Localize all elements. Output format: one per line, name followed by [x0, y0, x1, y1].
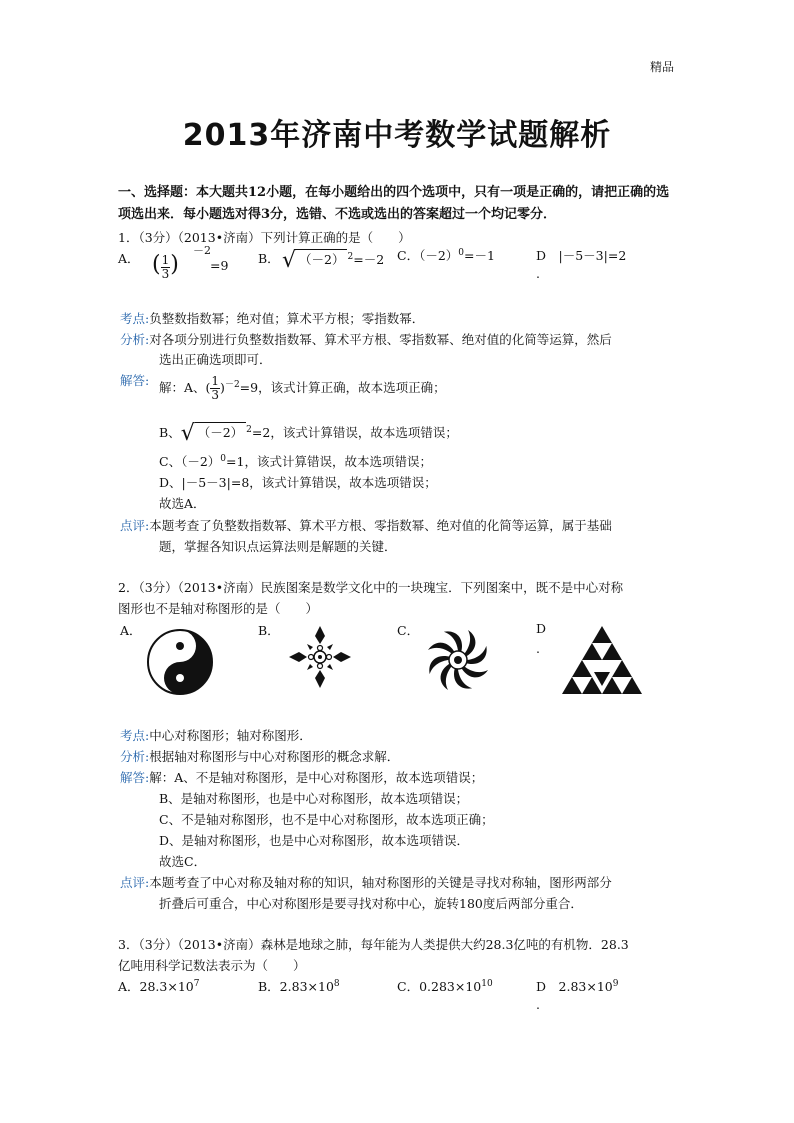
q1-b-tail: =－2 — [353, 252, 385, 267]
q2-jieda-end: 故选C． — [159, 854, 207, 869]
q1-fenxi-label: 分析: — [120, 332, 150, 347]
q2-kaodian-label: 考点: — [120, 728, 150, 743]
q3-option-d — [536, 977, 618, 995]
q1-jieda-end: 故选A． — [159, 496, 206, 511]
q1-jieda-c-tail: =1，该式计算错误，故本选项错误； — [226, 454, 432, 469]
q1-jieda-b-exp: 2 — [246, 424, 252, 435]
q2-fenxi — [120, 747, 399, 765]
q2-option-b-label: B． — [258, 623, 280, 638]
q2-dianping — [120, 873, 612, 891]
q1-option-a-expr: ( $\frac{1}{3}$ ) — [152, 252, 179, 281]
q3-stem-1: 3．（3分）（2013•济南）森林是地球之肺，每年能为人类提供大约28.3亿吨的有机物．28.3 — [118, 937, 629, 952]
q1-jieda-label: 解答: — [120, 373, 150, 388]
q1-jieda-a-num: 1 — [211, 374, 220, 388]
q3-option-a-text: A．28.3×10 — [118, 979, 194, 994]
q1-jieda-b: B、√ （－2） $^2$=2，该式计算错误，故本选项错误； — [159, 421, 458, 446]
triangle-pattern-figure — [560, 624, 644, 696]
q2-fenxi-label: 分析: — [120, 749, 150, 764]
q3-option-d-exp: 9 — [612, 978, 619, 989]
q1-option-b-label: B． — [258, 251, 280, 266]
q1-option-d-dot: . — [536, 266, 540, 281]
q1-jieda-c — [159, 452, 432, 470]
q1-kaodian-text: 负整数指数幂；绝对值；算术平方根；零指数幂． — [149, 311, 425, 326]
q1-option-b-expr: √ （－2） $^2$=－2 — [282, 248, 385, 273]
q2-jieda-text-3: C、不是轴对称图形，也不是中心对称图形，故本选项正确； — [159, 812, 494, 827]
q1-c-tail: =－1 — [464, 248, 495, 263]
q1-option-c — [397, 246, 495, 264]
cross-ornament-figure — [285, 622, 355, 692]
q1-c-exponent: 0 — [458, 247, 465, 258]
swirl-flower-figure — [422, 624, 494, 696]
q1-kaodian-label: 考点: — [120, 311, 150, 326]
q2-stem-1: 2．（3分）（2013•济南）民族图案是数学文化中的一块瑰宝．下列图案中，既不是中心对称 — [118, 580, 624, 595]
q1-dianping — [120, 516, 612, 534]
q3-option-a-exp: 7 — [193, 978, 200, 989]
q1-dianping-label: 点评: — [120, 518, 150, 533]
q3-option-b — [258, 977, 340, 995]
q1-jieda-a-exp: －2 — [224, 379, 240, 390]
q1-jieda-a-pre: 解：A、( — [159, 380, 211, 395]
q2-option-c-label: C． — [397, 623, 420, 638]
q1-dianping-text-1: 本题考查了负整数指数幂、算术平方根、零指数幂、绝对值的化简等运算，属于基础 — [149, 518, 612, 533]
q3-stem-2: 亿吨用科学记数法表示为（ ） — [118, 958, 306, 973]
q1-a-tail: =9 — [210, 258, 229, 273]
q2-kaodian-text: 中心对称图形；轴对称图形． — [149, 728, 312, 743]
q1-c-label: C．（－2） — [397, 248, 459, 263]
q3-option-c-exp: 10 — [481, 978, 493, 989]
q3-option-b-exp: 8 — [333, 978, 340, 989]
q2-jieda-text-1: 解：A、不是轴对称图形，是中心对称图形，故本选项错误； — [149, 770, 484, 785]
q1-stem: 1．（3分）（2013•济南）下列计算正确的是（ ） — [118, 230, 411, 245]
q1-b-radicand: （－2） — [296, 249, 347, 268]
q1-jieda-b-pre: B、 — [159, 425, 181, 440]
q2-jieda — [120, 768, 483, 786]
page-title: 2013年济南中考数学试题解析 — [182, 118, 612, 153]
q1-kaodian — [120, 309, 424, 327]
q2-jieda-text-4: D、是轴对称图形，也是中心对称图形，故本选项错误． — [159, 833, 470, 848]
q1-a-denominator: 3 — [161, 267, 170, 281]
q3-option-d-dot: . — [536, 997, 540, 1012]
yin-yang-figure — [145, 627, 215, 697]
q3-option-a — [118, 977, 199, 995]
q2-dianping-label: 点评: — [120, 875, 150, 890]
q1-jieda-b-rad: （－2） — [195, 422, 246, 441]
q3-option-c-text: C．0.283×10 — [397, 979, 482, 994]
q1-jieda-b-tail: =2，该式计算错误，故本选项错误； — [251, 425, 458, 440]
q3-option-c — [397, 977, 493, 995]
q1-fenxi — [120, 330, 612, 348]
q2-option-d-dot: . — [536, 641, 540, 656]
q1-a-exponent: －2 — [193, 244, 211, 257]
q1-dianping-text-2: 题，掌握各知识点运算法则是解题的关键． — [159, 539, 397, 554]
q3-option-b-text: B．2.83×10 — [258, 979, 334, 994]
q1-jieda-a-den: 3 — [211, 388, 220, 402]
q1-jieda-c-pre: C、（－2） — [159, 454, 221, 469]
q1-jieda-c-exp: 0 — [220, 453, 227, 464]
q2-stem-2: 图形也不是轴对称图形的是（ ） — [118, 601, 319, 616]
q1-fenxi-text-1: 对各项分别进行负整数指数幂、算术平方根、零指数幂、绝对值的化简等运算，然后 — [149, 332, 612, 347]
q1-jieda-a-tail: =9，该式计算正确，故本选项正确； — [239, 380, 446, 395]
q2-option-d-label: D — [536, 621, 547, 636]
q1-fenxi-text-2: 选出正确选项即可． — [159, 352, 272, 367]
q2-jieda-text-2: B、是轴对称图形，也是中心对称图形，故本选项错误； — [159, 791, 469, 806]
q2-dianping-text-2: 折叠后可重合，中心对称图形是要寻找对称中心，旋转180度后两部分重合． — [159, 896, 583, 911]
q2-kaodian — [120, 726, 312, 744]
q2-dianping-text-1: 本题考查了中心对称及轴对称的知识，轴对称图形的关键是寻找对称轴，图形两部分 — [149, 875, 612, 890]
corner-label: 精品 — [649, 60, 674, 74]
q1-jieda-d: D、|－5－3|=8，该式计算错误，故本选项错误； — [159, 475, 437, 490]
q1-option-a-label: A． — [118, 251, 140, 266]
q1-jieda-a: 解：A、( $\frac{1}{3}$ )$^{-2}$=9，该式计算正确，故本选项正确； — [159, 374, 446, 402]
q2-jieda-label: 解答: — [120, 770, 150, 785]
q3-option-d-text: D 2.83×10 — [536, 979, 613, 994]
q1-b-exponent: 2 — [347, 251, 354, 262]
q2-fenxi-text: 根据轴对称图形与中心对称图形的概念求解． — [149, 749, 400, 764]
q1-a-numerator: 1 — [161, 253, 170, 267]
section-heading: 一、选择题：本大题共12小题，在每小题给出的四个选项中，只有一项是正确的，请把正确的选项选出来．每小题选对得3分，选错、不选或选出的答案超过一个均记零分． — [118, 185, 670, 222]
q2-option-a-label: A． — [120, 623, 142, 638]
q1-option-d: D |－5－3|=2 — [536, 248, 627, 263]
